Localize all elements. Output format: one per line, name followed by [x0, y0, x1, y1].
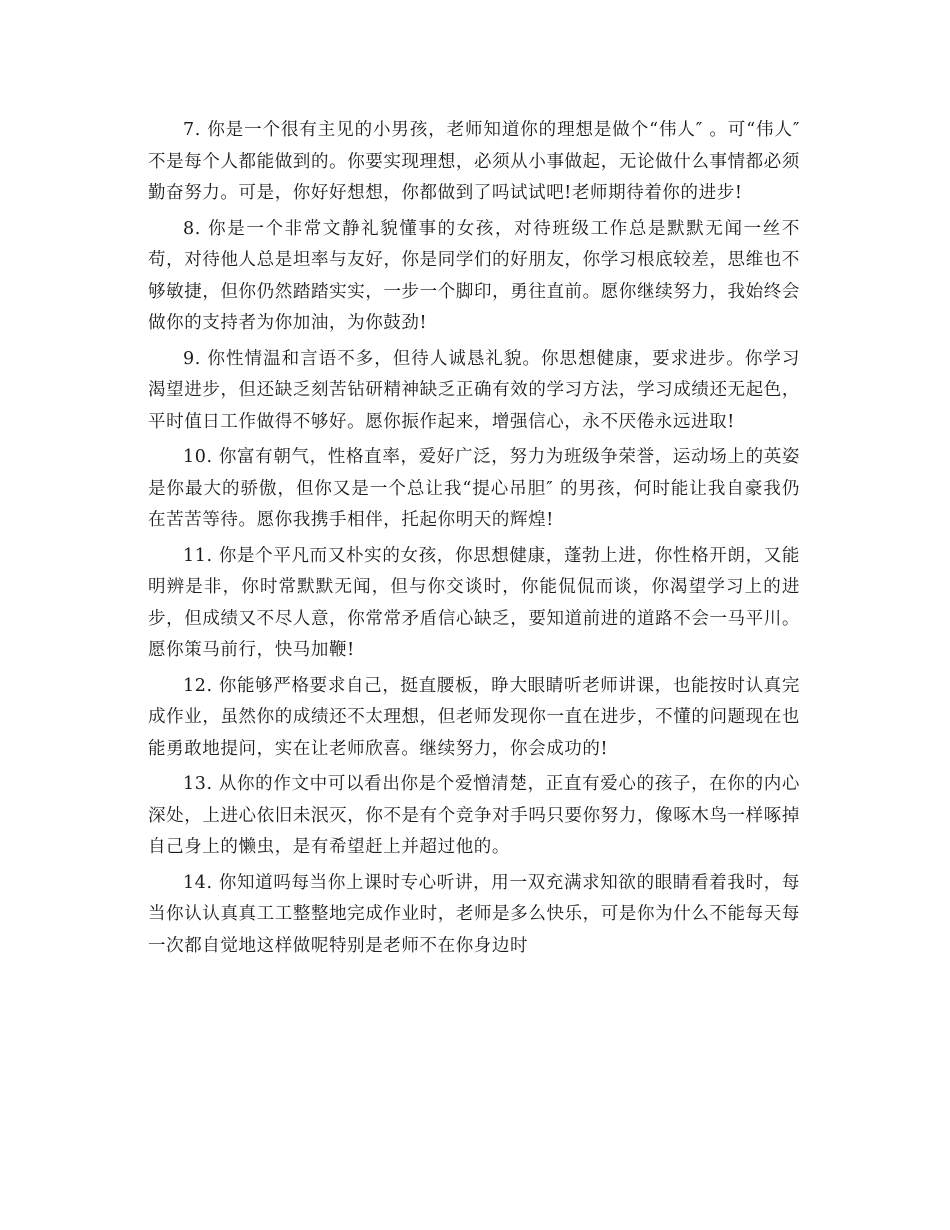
paragraph-14: 14. 你知道吗每当你上课时专心听讲，用一双充满求知欲的眼睛看着我时，每当你认认真真工工整整地完成作业时，老师是多么快乐，可是你为什么不能每天每一次都自觉地这样做呢特别是老师不在你身边时 — [148, 872, 800, 956]
paragraph-9: 9. 你性情温和言语不多，但待人诚恳礼貌。你思想健康，要求进步。你学习渴望进步，但还缺乏刻苦钻研精神缺乏正确有效的学习方法，学习成绩还无起色，平时值日工作做得不够好。愿你振作起来，增强信心，永不厌倦永远进取! — [148, 348, 800, 432]
paragraph-11: 11. 你是个平凡而又朴实的女孩，你思想健康，蓬勃上进，你性格开朗，又能明辨是非，你时常默默无闻，但与你交谈时，你能侃侃而谈，你渴望学习上的进步，但成绩又不尽人意，你常常矛盾信心缺乏，要知道前进的道路不会一马平川。愿你策马前行，快马加鞭! — [148, 545, 800, 660]
paragraph-10: 10. 你富有朝气，性格直率，爱好广泛，努力为班级争荣誉，运动场上的英姿是你最大的骄傲，但你又是一个总让我“提心吊胆″ 的男孩，何时能让我自豪我仍在苦苦等待。愿你我携手相伴，托起你明天的辉煌! — [148, 447, 800, 530]
document-body — [148, 115, 800, 966]
paragraph-8: 8. 你是一个非常文静礼貌懂事的女孩，对待班级工作总是默默无闻一丝不苟，对待他人总是坦率与友好，你是同学们的好朋友，你学习根底较差，思维也不够敏捷，但你仍然踏踏实实，一步一个脚印，勇往直前。愿你继续努力，我始终会做你的支持者为你加油，为你鼓劲! — [148, 218, 800, 333]
paragraph-13: 13. 从你的作文中可以看出你是个爱憎清楚，正直有爱心的孩子，在你的内心深处，上进心依旧未泯灭，你不是有个竞争对手吗只要你努力，像啄木鸟一样啄掉自己身上的懒虫，是有希望赶上并超过他的。 — [148, 774, 800, 857]
paragraph-12: 12. 你能够严格要求自己，挺直腰板，睁大眼睛听老师讲课，也能按时认真完成作业，虽然你的成绩还不太理想，但老师发现你一直在进步，不懂的问题现在也能勇敢地提问，实在让老师欣喜。继续努力，你会成功的! — [148, 675, 800, 759]
paragraph-7: 7. 你是一个很有主见的小男孩，老师知道你的理想是做个“伟人″ 。可“伟人″ 不是每个人都能做到的。你要实现理想，必须从小事做起，无论做什么事情都必须勤奋努力。可是，你好好想想，你都做到了吗试试吧!老师期待着你的进步! — [148, 120, 800, 203]
